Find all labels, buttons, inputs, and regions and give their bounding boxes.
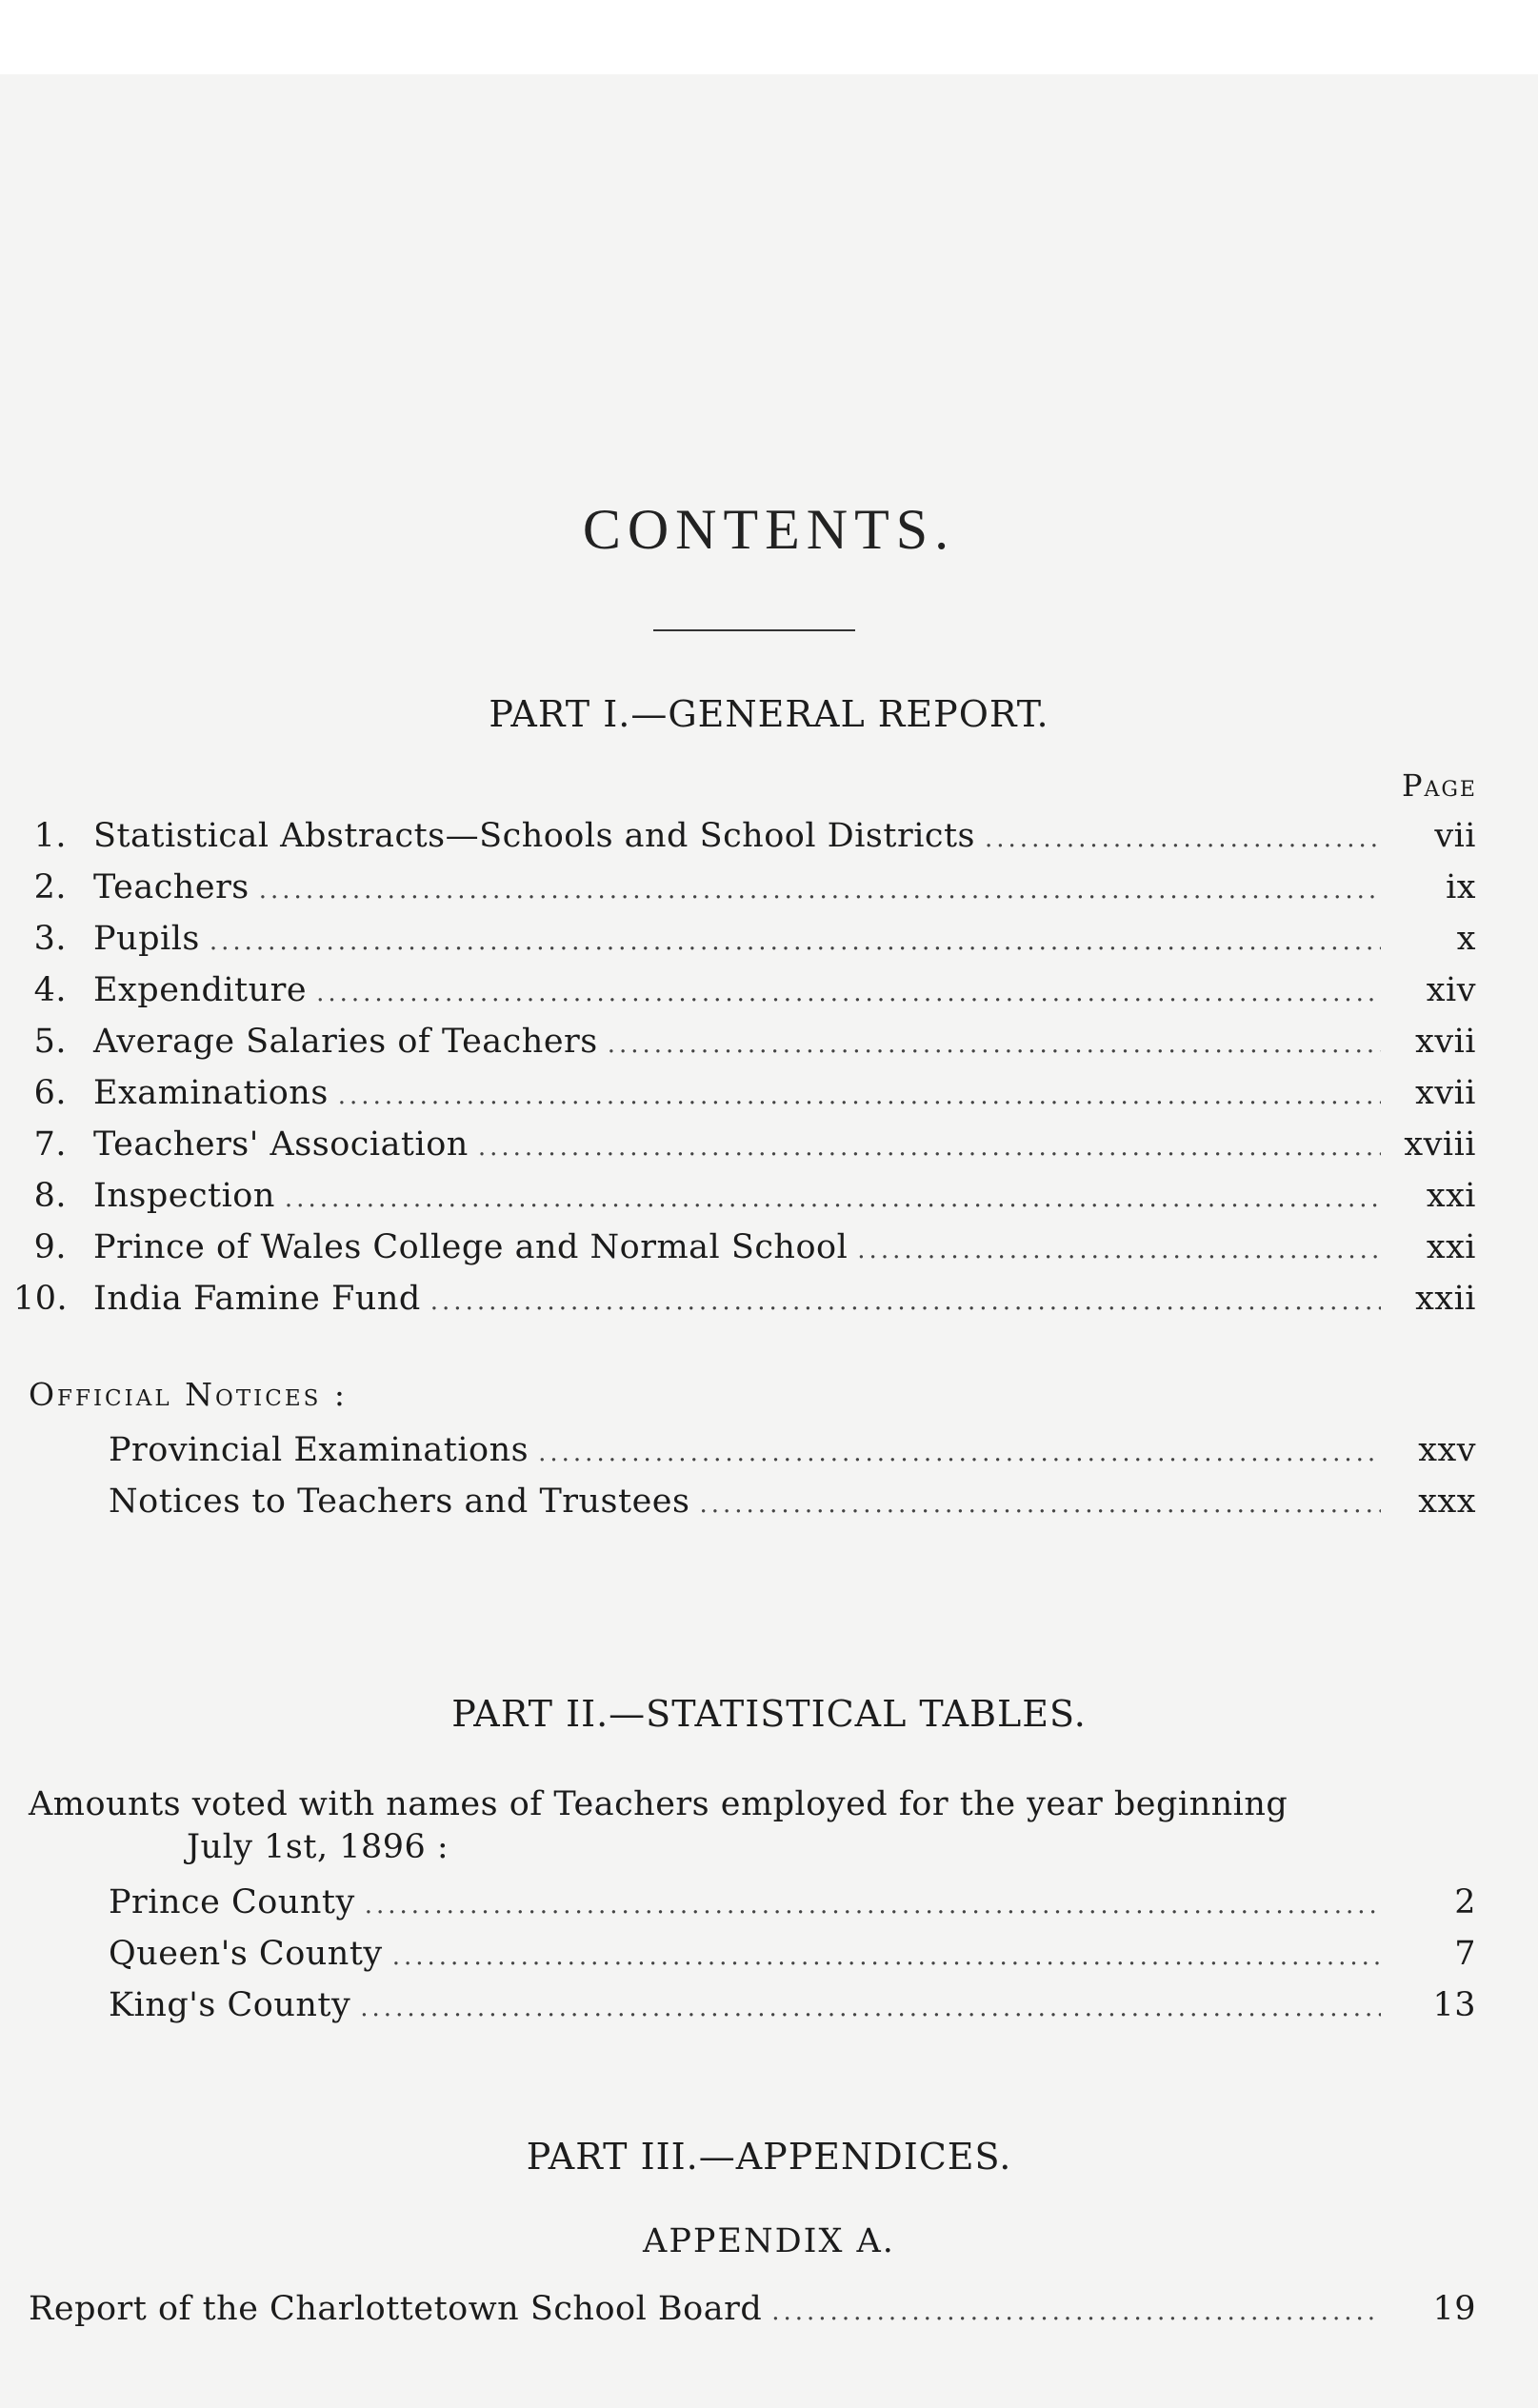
entry-number: 7. xyxy=(33,1125,67,1164)
entry-number: 6. xyxy=(33,1074,67,1112)
entry-label: King's County xyxy=(109,1986,351,2024)
entry-page: x xyxy=(1456,920,1476,958)
part2-intro-line2: July 1st, 1896 : xyxy=(187,1828,449,1866)
dot-leader xyxy=(608,1022,1381,1067)
notice-entry-1[interactable] xyxy=(109,1427,1476,1473)
entry-number: 5. xyxy=(33,1023,67,1061)
toc-entry-6[interactable] xyxy=(13,1070,1476,1116)
entry-page: 19 xyxy=(1432,2290,1476,2328)
part2-heading: PART II.—STATISTICAL TABLES. xyxy=(451,1693,1087,1735)
entry-page: xxi xyxy=(1426,1177,1476,1215)
appendix-a-heading: APPENDIX A. xyxy=(643,2222,895,2260)
page xyxy=(0,74,1538,2408)
entry-page: xvii xyxy=(1415,1023,1476,1061)
entry-number: 8. xyxy=(33,1177,67,1215)
toc-entry-8[interactable] xyxy=(13,1173,1476,1219)
contents-title: CONTENTS. xyxy=(582,498,956,561)
title-divider xyxy=(653,629,855,631)
entry-page: 13 xyxy=(1432,1986,1476,2024)
page-column-header: Page xyxy=(1401,767,1477,804)
entry-label: Examinations xyxy=(93,1074,329,1112)
part3-heading: PART III.—APPENDICES. xyxy=(526,2136,1012,2178)
entry-label: Average Salaries of Teachers xyxy=(93,1023,598,1061)
entry-page: xiv xyxy=(1426,971,1476,1009)
dot-leader xyxy=(538,1430,1381,1476)
entry-number: 10. xyxy=(13,1280,69,1318)
part1-heading: PART I.—GENERAL REPORT. xyxy=(489,693,1049,735)
toc-entry-5[interactable] xyxy=(13,1019,1476,1065)
county-entry-prince[interactable] xyxy=(109,1880,1476,1925)
entry-number: 1. xyxy=(33,817,67,855)
official-notices-heading: Official Notices : xyxy=(29,1376,349,1413)
dot-leader xyxy=(478,1124,1381,1170)
dot-leader xyxy=(985,816,1381,862)
entry-label: Notices to Teachers and Trustees xyxy=(109,1483,690,1521)
entry-page: ix xyxy=(1446,868,1476,906)
entry-number: 2. xyxy=(33,868,67,906)
dot-leader xyxy=(285,1176,1381,1222)
entry-number: 9. xyxy=(33,1228,67,1266)
toc-entry-1[interactable] xyxy=(13,813,1476,859)
entry-number: 4. xyxy=(33,971,67,1009)
toc-entry-9[interactable] xyxy=(13,1224,1476,1270)
dot-leader xyxy=(699,1482,1381,1527)
entry-label: Inspection xyxy=(93,1177,275,1215)
entry-label: Teachers' Association xyxy=(93,1125,469,1164)
entry-page: vii xyxy=(1434,817,1476,855)
entry-page: xxx xyxy=(1418,1483,1476,1521)
dot-leader xyxy=(430,1279,1381,1324)
entry-label: Pupils xyxy=(93,920,200,958)
appendix-entry-1[interactable] xyxy=(29,2286,1476,2332)
toc-entry-7[interactable] xyxy=(13,1122,1476,1167)
toc-entry-2[interactable] xyxy=(13,865,1476,910)
toc-entry-4[interactable] xyxy=(13,967,1476,1013)
entry-label: Prince of Wales College and Normal School xyxy=(93,1228,849,1266)
entry-label: Report of the Charlottetown School Board xyxy=(29,2290,763,2328)
toc-entry-10[interactable] xyxy=(13,1276,1476,1322)
county-entry-queens[interactable] xyxy=(109,1931,1476,1977)
dot-leader xyxy=(210,919,1381,965)
entry-label: Provincial Examinations xyxy=(109,1431,529,1469)
entry-page: xxi xyxy=(1426,1228,1476,1266)
entry-label: Expenditure xyxy=(93,971,308,1009)
toc-entry-3[interactable] xyxy=(13,916,1476,962)
entry-page: xviii xyxy=(1404,1125,1476,1164)
dot-leader xyxy=(259,867,1381,913)
dot-leader xyxy=(316,970,1381,1016)
county-entry-kings[interactable] xyxy=(109,1982,1476,2028)
dot-leader xyxy=(857,1227,1381,1273)
notice-entry-2[interactable] xyxy=(109,1479,1476,1524)
entry-label: Teachers xyxy=(93,868,250,906)
dot-leader xyxy=(338,1073,1381,1119)
entry-label: Prince County xyxy=(109,1883,355,1921)
dot-leader xyxy=(360,1985,1381,2031)
entry-page: xxii xyxy=(1415,1280,1476,1318)
dot-leader xyxy=(771,2289,1381,2335)
entry-label: Queen's County xyxy=(109,1935,383,1973)
entry-label: India Famine Fund xyxy=(93,1280,421,1318)
part2-intro-line1: Amounts voted with names of Teachers employed for the year beginning xyxy=(29,1785,1288,1823)
entry-page: xvii xyxy=(1415,1074,1476,1112)
dot-leader xyxy=(365,1882,1381,1928)
entry-page: 7 xyxy=(1454,1935,1476,1973)
entry-page: xxv xyxy=(1418,1431,1476,1469)
entry-label: Statistical Abstracts—Schools and School Districts xyxy=(93,817,976,855)
entry-number: 3. xyxy=(33,920,67,958)
dot-leader xyxy=(392,1934,1381,1980)
entry-page: 2 xyxy=(1454,1883,1476,1921)
